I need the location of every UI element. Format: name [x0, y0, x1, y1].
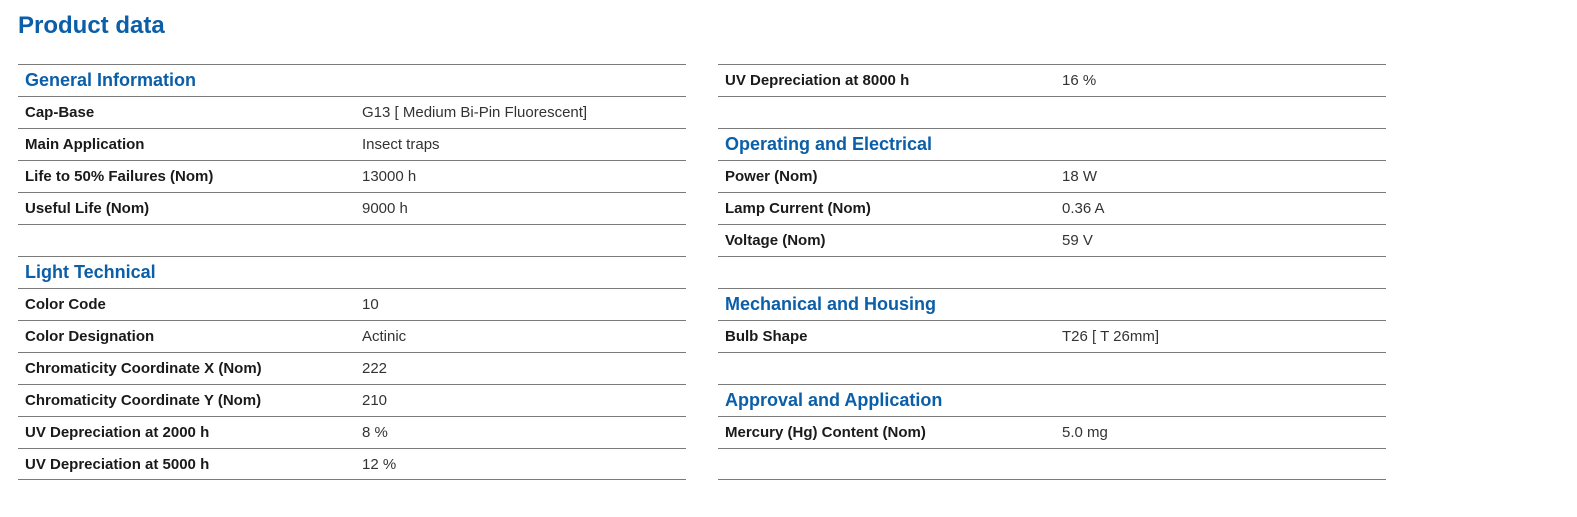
- spacer-row: [718, 96, 1386, 128]
- section-heading-row: [718, 288, 1386, 320]
- spec-label: UV Depreciation at 5000 h: [25, 455, 210, 473]
- spec-label: Color Code: [25, 296, 106, 313]
- spec-row-color-code: [18, 288, 686, 320]
- spec-row-voltage-nom: [718, 224, 1386, 256]
- spec-row-mercury-hg-content-nom: [718, 416, 1386, 448]
- section-heading-operating-and-electrical: Operating and Electrical: [725, 134, 933, 154]
- spec-label: Lamp Current (Nom): [725, 200, 871, 217]
- spec-label: UV Depreciation at 8000 h: [725, 72, 910, 89]
- left-spec-column: [18, 64, 686, 480]
- section-heading-row: [18, 64, 686, 96]
- spec-label: Color Designation: [25, 328, 155, 345]
- spec-label: Chromaticity Coordinate X (Nom): [25, 360, 262, 377]
- spec-value: 5.0 mg: [1062, 424, 1108, 441]
- spec-value: 0.36 A: [1062, 200, 1105, 217]
- spec-label: Chromaticity Coordinate Y (Nom): [25, 392, 262, 409]
- spec-row-cap-base: [18, 96, 686, 128]
- spec-label: Life to 50% Failures (Nom): [25, 168, 214, 185]
- spec-value: 210: [362, 392, 388, 409]
- section-heading-row: [718, 128, 1386, 160]
- spec-row-color-designation: [18, 320, 686, 352]
- spec-row-useful-life-nom: [18, 192, 686, 224]
- spec-value: 222: [362, 360, 388, 377]
- spacer-row: [18, 224, 686, 256]
- spec-row-life-to-50-failures-nom: [18, 160, 686, 192]
- spec-value: Actinic: [362, 328, 407, 345]
- spacer-row: [718, 352, 1386, 384]
- spec-label: Mercury (Hg) Content (Nom): [725, 424, 926, 441]
- spec-value: G13 [ Medium Bi-Pin Fluorescent]: [362, 104, 588, 121]
- spec-row-uv-depreciation-at-2000-h: [18, 416, 686, 448]
- spec-value: 9000 h: [362, 200, 408, 217]
- spec-row-power-nom: [718, 160, 1386, 192]
- spec-label: Bulb Shape: [725, 328, 808, 345]
- page-title: Product data: [18, 12, 165, 39]
- spec-value: 13000 h: [362, 168, 417, 185]
- spec-value: 12 %: [362, 455, 397, 473]
- spec-value: 18 W: [1062, 168, 1098, 185]
- spec-value: T26 [ T 26mm]: [1062, 328, 1159, 345]
- spec-row-uv-depreciation-at-5000-h: [18, 448, 686, 480]
- section-heading-mechanical-and-housing: Mechanical and Housing: [725, 294, 937, 314]
- spec-value: 59 V: [1062, 232, 1093, 249]
- spec-label: Cap-Base: [25, 104, 95, 121]
- spec-row-main-application: [18, 128, 686, 160]
- spacer-row: [718, 256, 1386, 288]
- spec-label: UV Depreciation at 2000 h: [25, 424, 210, 441]
- spec-label: Useful Life (Nom): [25, 200, 150, 217]
- spec-label: Main Application: [25, 136, 145, 153]
- section-heading-general-information: General Information: [25, 70, 197, 90]
- spec-row-bulb-shape: [718, 320, 1386, 352]
- spec-row-lamp-current-nom: [718, 192, 1386, 224]
- spec-label: Voltage (Nom): [725, 232, 826, 249]
- spec-row-chromaticity-coordinate-y-nom: [18, 384, 686, 416]
- section-heading-approval-and-application: Approval and Application: [725, 390, 943, 410]
- spacer-row: [718, 448, 1386, 480]
- spec-row-chromaticity-coordinate-x-nom: [18, 352, 686, 384]
- section-heading-row: [718, 384, 1386, 416]
- spec-value: 8 %: [362, 424, 388, 441]
- spec-row-uv-depreciation-at-8000-h: [718, 64, 1386, 96]
- spec-value: 10: [362, 296, 379, 313]
- spec-value: 16 %: [1062, 72, 1097, 89]
- spec-label: Power (Nom): [725, 168, 818, 185]
- spec-value: Insect traps: [362, 136, 440, 153]
- section-heading-light-technical: Light Technical: [25, 262, 156, 282]
- section-heading-row: [18, 256, 686, 288]
- right-spec-column: [718, 64, 1386, 480]
